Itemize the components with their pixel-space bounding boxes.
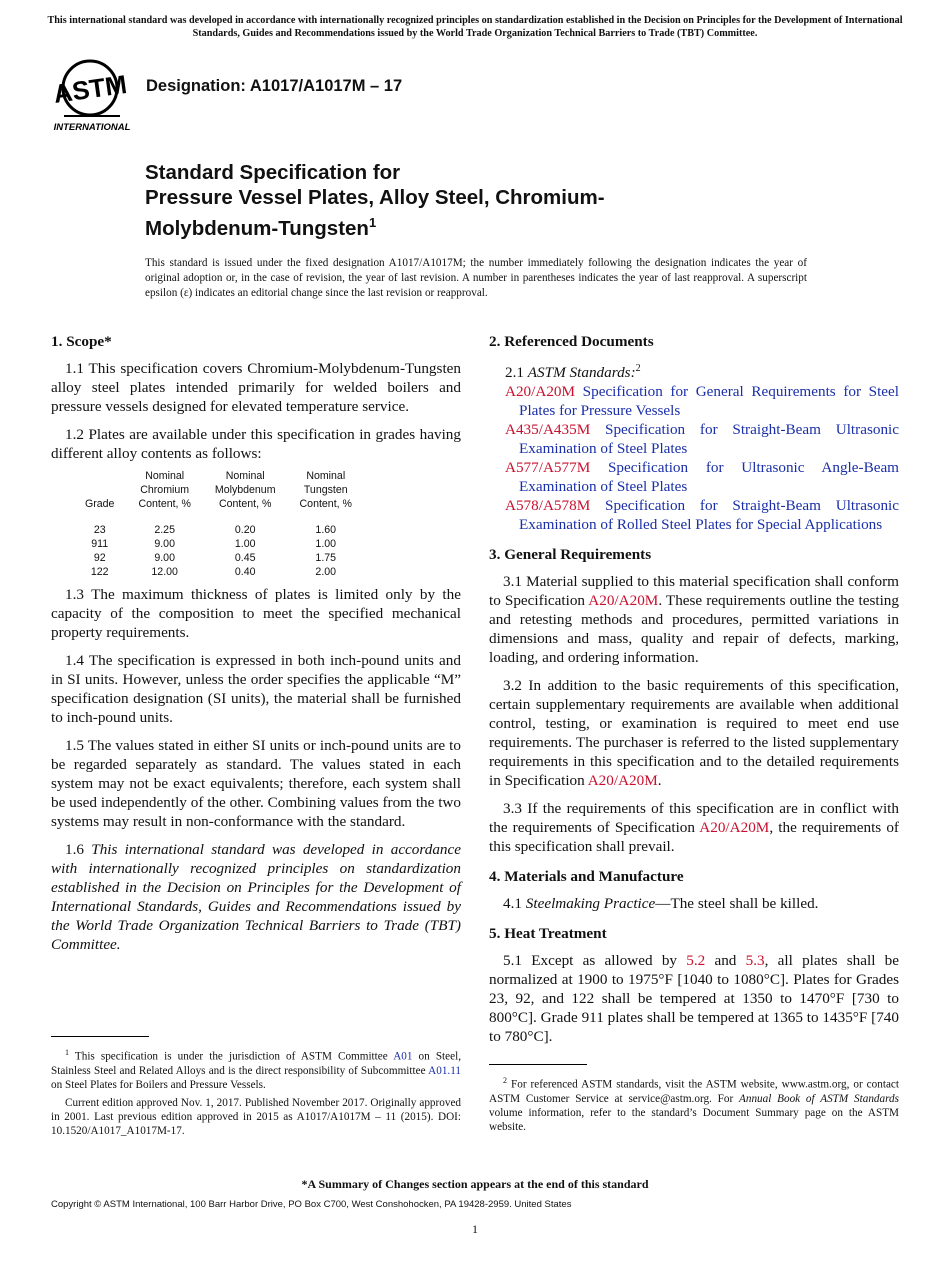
title-line-3	[145, 210, 605, 241]
copyright: Copyright © ASTM International, 100 Barr Harbor Drive, PO Box C700, West Conshohocken, PA 19428-2959. United States	[51, 1199, 572, 1210]
cell: 2.25	[154, 524, 175, 536]
cell: 1.00	[315, 538, 337, 550]
reference-title-link[interactable]: Specification for Ultrasonic Angle-Beam Examination of Steel Plates	[519, 459, 899, 496]
reference-title-link[interactable]: Specification for Straight-Beam Ultrasonic Examination of Rolled Steel Plates for Special Applications	[519, 497, 899, 534]
footnote-2	[489, 1074, 899, 1138]
reference-title-link[interactable]: Specification for General Requirements for Steel Plates for Pressure Vessels	[519, 383, 899, 420]
para-4-1-num: 4.1	[503, 895, 522, 913]
para-3-2-b: .	[657, 772, 662, 790]
reference-code-link[interactable]: A578/A578M	[505, 497, 591, 515]
table-row	[73, 523, 364, 537]
footnote-rule-left	[51, 1036, 149, 1037]
grades-table-header	[73, 469, 364, 511]
para-1-6	[51, 840, 461, 954]
para-3-1-b: . These requirements outline the testing and retesting methods and procedures, permitted variations in dimensions and mass, quality and repair of defects, marking, loading, and ordering information.	[489, 592, 899, 667]
right-column	[489, 332, 899, 1055]
a20-link[interactable]: A20/A20M	[699, 819, 770, 837]
para-1-6-num: 1.6	[65, 841, 84, 858]
table-row	[73, 565, 364, 579]
section-2-heading: 2. Referenced Documents	[489, 333, 654, 350]
left-column	[51, 332, 461, 963]
cell: 0.40	[234, 566, 256, 578]
summary-of-changes-note: *A Summary of Changes section appears at the end of this standard	[301, 1177, 649, 1191]
footnote-2-mark: 2	[503, 1076, 507, 1085]
cell: 23	[93, 524, 106, 536]
footnote-2-a: For referenced ASTM standards, visit the ASTM website, www.astm.org, or contact ASTM Customer Service at service@astm.org. For	[489, 1078, 899, 1105]
svg-text:ASTM: ASTM	[52, 69, 129, 109]
para-3-2-a: 3.2 In addition to the basic requirements of this specification, certain supplementary requirements are available when additional control, testing, or examination is required to meet end use requirements. The purchaser is referred to the listed supplementary requirements in this specification and to the detailed requirements in Specification	[489, 677, 899, 790]
cell: 0.20	[234, 524, 256, 536]
sub-footnote-mark[interactable]: 2	[635, 363, 641, 374]
footnote-2-italic: Annual Book of ASTM Standards	[739, 1092, 899, 1105]
para-3-1-a: 3.1 Material supplied to this material specification shall conform to Specification	[489, 573, 899, 610]
para-3-3-a: 3.3 If the requirements of this specification are in conflict with the requirements of Specification	[489, 800, 899, 837]
para-1-3: 1.3 The maximum thickness of plates is limited only by the capacity of the composition to meet the specified mechanical property requirements.	[51, 586, 461, 641]
reference-code-link[interactable]: A577/A577M	[505, 459, 591, 477]
cell: 911	[91, 538, 109, 550]
logo-text: INTERNATIONAL	[53, 122, 131, 133]
subcommittee-a01-11-link[interactable]: A01.11	[428, 1064, 461, 1077]
section-1-heading: 1. Scope*	[51, 333, 112, 350]
footnote-1-b: on Steel, Stainless Steel and Related Alloys and is the direct responsibility of Subcommittee	[51, 1050, 461, 1077]
section-3-heading: 3. General Requirements	[489, 546, 652, 564]
reference-item	[489, 382, 899, 420]
para-4-1	[489, 894, 899, 913]
reference-code-link[interactable]: A20/A20M	[505, 383, 576, 401]
title-line-1: Standard Specification for	[145, 161, 401, 184]
para-4-1-text: —The steel shall be killed.	[655, 895, 819, 913]
title-line-2: Pressure Vessel Plates, Alloy Steel, Chromium-	[145, 186, 605, 209]
para-5-1-c: , all plates shall be normalized at 1900 to 1975°F [1040 to 1080°C]. Plates for Grades 23, 92, and 122 shall be tempered at 1350 to 1470°F [730 to 800°C]. Grade 911 plates shall be tempered at 1365 to 1435°F [740 to 780°C].	[489, 952, 899, 1046]
cell: 92	[93, 552, 106, 564]
header-chromium: Nominal Chromium Content, %	[138, 470, 191, 510]
para-5-1	[489, 951, 899, 1046]
table-row	[73, 537, 364, 551]
header-grade: Grade	[85, 498, 115, 510]
top-notice: This international standard was developed in accordance with internationally recognized principles on standardization established in the Decision on Principles for the Development of International Standards, Guides and Recommendations issued by the World Trade Organization Technical Barriers to Trade (TBT) Committee.	[47, 15, 903, 39]
sub-text: ASTM Standards:	[527, 364, 636, 382]
title-line-3-text: Molybdenum-Tungsten	[145, 216, 369, 240]
cell: 122	[90, 566, 109, 578]
table-row	[73, 551, 364, 565]
footnote-1-a: This specification is under the jurisdiction of ASTM Committee	[69, 1050, 394, 1063]
reference-title-link[interactable]: Specification for Straight-Beam Ultrasonic Examination of Steel Plates	[519, 421, 899, 458]
a20-link[interactable]: A20/A20M	[587, 772, 658, 790]
cell: 2.00	[315, 566, 337, 578]
para-5-1-b: and	[705, 952, 746, 970]
reference-item	[489, 496, 899, 534]
para-3-3	[489, 799, 899, 856]
page-number: 1	[472, 1222, 478, 1236]
section-4-heading: 4. Materials and Manufacture	[489, 868, 684, 886]
header-tungsten: Nominal Tungsten Content, %	[299, 470, 352, 510]
header-molybdenum: Nominal Molybdenum Content, %	[214, 470, 276, 510]
footnote-1-c: on Steel Plates for Boilers and Pressure Vessels.	[51, 1078, 266, 1091]
section-5-heading: 5. Heat Treatment	[489, 925, 607, 943]
para-4-1-italic: Steelmaking Practice	[525, 895, 656, 913]
cell: 1.00	[234, 538, 256, 550]
cell: 0.45	[234, 552, 256, 564]
para-5-1-a: 5.1 Except as allowed by	[503, 952, 687, 970]
cell: 9.00	[154, 552, 175, 564]
para-1-6-text: This international standard was developed in accordance with internationally recognized principles on standardization established in the Decision on Principles for the Development of International Standards, Guides and Recommendations issued by the World Trade Organization Technical Barriers to Trade (TBT) Committee.	[51, 841, 462, 953]
grades-table	[73, 469, 364, 579]
footnote-1-mark: 1	[65, 1048, 69, 1057]
para-1-5: 1.5 The values stated in either SI units or inch-pound units are to be regarded separately as standard. The values stated in each system may not be exact equivalents; therefore, each system shall be used independently of the other. Combining values from the two systems may result in non-conformance with the standard.	[51, 737, 461, 830]
para-1-4: 1.4 The specification is expressed in both inch-pound units and in SI units. However, unless the order specifies the applicable “M” specification designation (SI units), the material shall be furnished to inch-pound units.	[51, 652, 461, 726]
a20-link[interactable]: A20/A20M	[588, 592, 659, 610]
footnote-2-para	[489, 1074, 899, 1134]
footnote-1-para-2: Current edition approved Nov. 1, 2017. Published November 2017. Originally approved in 2001. Last previous edition approved in 2015 as A1017/A1017M – 11 (2015). DOI: 10.1520/A1017_A1017M-17.	[51, 1096, 461, 1137]
document-title	[145, 160, 605, 241]
section-5-3-link[interactable]: 5.3	[745, 952, 765, 970]
para-3-3-b: , the requirements of this specification shall prevail.	[489, 819, 899, 856]
section-5-2-link[interactable]: 5.2	[686, 952, 706, 970]
cell: 9.00	[154, 538, 175, 550]
reference-item	[489, 420, 899, 458]
cell: 1.60	[315, 524, 337, 536]
footnote-1	[51, 1046, 461, 1142]
astm-standards-subheading	[489, 359, 899, 382]
footnote-1-para-1	[51, 1046, 461, 1092]
para-3-1	[489, 572, 899, 667]
designation: Designation: A1017/A1017M – 17	[146, 77, 403, 95]
title-footnote-mark[interactable]: 1	[368, 215, 377, 230]
cell: 1.75	[315, 552, 337, 564]
para-1-2: 1.2 Plates are available under this specification in grades having different alloy contents as follows:	[51, 426, 461, 462]
reference-item	[489, 458, 899, 496]
footnote-rule-right	[489, 1064, 587, 1065]
footnote-2-b: volume information, refer to the standard’s Document Summary page on the ASTM website.	[489, 1106, 899, 1133]
sub-num: 2.1	[505, 364, 524, 382]
astm-logo	[52, 54, 136, 134]
reference-code-link[interactable]: A435/A435M	[505, 421, 591, 439]
para-3-2	[489, 676, 899, 790]
intro-paragraph: This standard is issued under the fixed designation A1017/A1017M; the number immediately following the designation indicates the year of original adoption or, in the case of revision, the year of last revision. A number in parentheses indicates the year of last reapproval. A superscript epsilon (ε) indicates an editorial change since the last revision or reapproval.	[145, 257, 807, 299]
astm-logo-icon	[52, 54, 136, 134]
cell: 12.00	[151, 566, 178, 578]
para-1-1: 1.1 This specification covers Chromium-Molybdenum-Tungsten alloy steel plates intended primarily for welded boilers and pressure vessels designed for elevated temperature service.	[51, 360, 461, 415]
committee-a01-link[interactable]: A01	[393, 1050, 413, 1063]
